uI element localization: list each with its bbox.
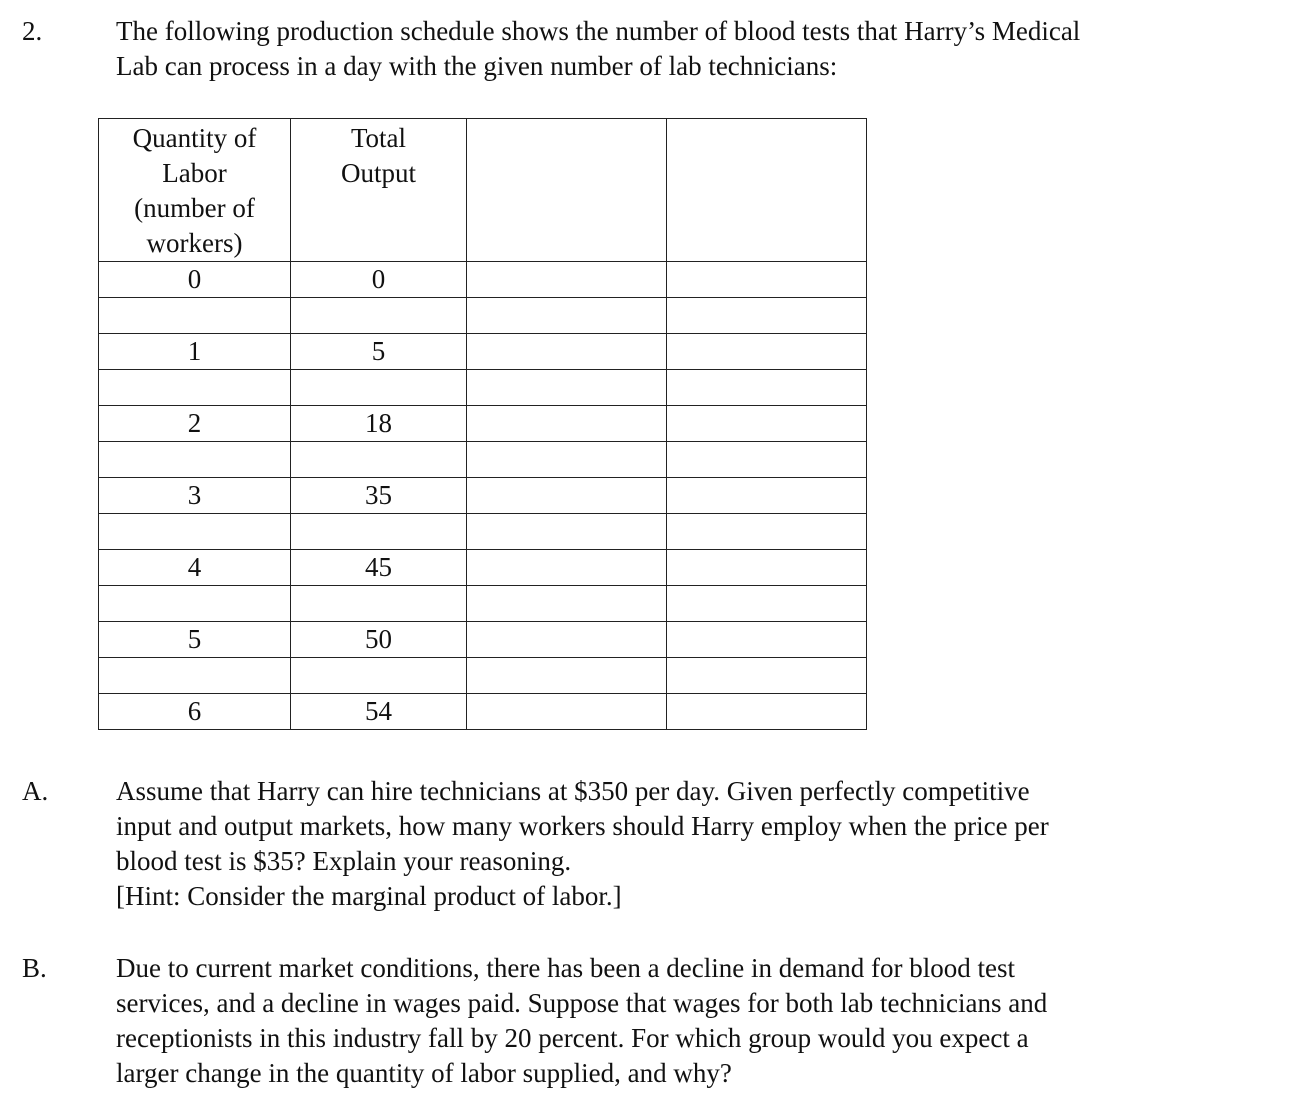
labor-cell: 2 <box>99 406 291 442</box>
output-cell: 5 <box>291 334 467 370</box>
labor-cell: 3 <box>99 478 291 514</box>
table-row <box>99 334 867 370</box>
blank-cell <box>467 622 667 658</box>
table-row <box>99 694 867 730</box>
output-cell: 50 <box>291 622 467 658</box>
header-blank-col-4 <box>667 119 867 262</box>
blank-cell <box>99 586 291 622</box>
part-a-label: A. <box>22 776 49 806</box>
table-row <box>99 406 867 442</box>
part-a-line: Assume that Harry can hire technicians at $350 per day. Given perfectly competitive <box>116 776 1030 806</box>
blank-cell <box>467 478 667 514</box>
part-b-text <box>116 951 1216 1091</box>
part-a-line: input and output markets, how many workers should Harry employ when the price per <box>116 811 1049 841</box>
blank-cell <box>467 550 667 586</box>
part-b <box>0 951 1314 1101</box>
table-row <box>99 622 867 658</box>
header-line: workers) <box>146 228 243 258</box>
production-schedule-table <box>98 118 867 730</box>
output-cell: 0 <box>291 262 467 298</box>
table-row <box>99 478 867 514</box>
blank-cell <box>291 658 467 694</box>
part-b-line: services, and a decline in wages paid. Suppose that wages for both lab technicians and <box>116 988 1048 1018</box>
spacer-row <box>99 370 867 406</box>
header-line: Quantity of <box>132 123 257 153</box>
blank-cell <box>667 298 867 334</box>
blank-cell <box>99 370 291 406</box>
blank-cell <box>467 586 667 622</box>
blank-cell <box>291 370 467 406</box>
blank-cell <box>667 550 867 586</box>
blank-cell <box>467 694 667 730</box>
part-a <box>0 774 1314 924</box>
question-line: The following production schedule shows the number of blood tests that Harry’s Medical <box>116 16 1081 46</box>
part-b-label: B. <box>22 953 47 983</box>
output-cell: 45 <box>291 550 467 586</box>
part-a-hint: [Hint: Consider the marginal product of labor.] <box>116 881 622 911</box>
spacer-row <box>99 586 867 622</box>
labor-cell: 1 <box>99 334 291 370</box>
labor-cell: 4 <box>99 550 291 586</box>
blank-cell <box>291 514 467 550</box>
part-a-line: blood test is $35? Explain your reasoning. <box>116 846 572 876</box>
blank-cell <box>99 298 291 334</box>
header-line: Labor <box>162 158 227 188</box>
blank-cell <box>667 694 867 730</box>
output-cell: 54 <box>291 694 467 730</box>
header-quantity-of-labor <box>99 119 291 262</box>
header-line: Total <box>350 123 407 153</box>
blank-cell <box>467 406 667 442</box>
blank-cell <box>667 334 867 370</box>
header-line: Output <box>340 158 416 188</box>
table-header-row <box>99 119 867 262</box>
part-b-line: Due to current market conditions, there has been a decline in demand for blood test <box>116 953 1015 983</box>
blank-cell <box>667 370 867 406</box>
spacer-row <box>99 658 867 694</box>
labor-cell: 0 <box>99 262 291 298</box>
blank-cell <box>99 442 291 478</box>
header-line: (number of <box>134 193 255 223</box>
blank-cell <box>467 370 667 406</box>
header-total-output <box>291 119 467 262</box>
labor-cell: 5 <box>99 622 291 658</box>
blank-cell <box>467 514 667 550</box>
blank-cell <box>467 298 667 334</box>
blank-cell <box>467 658 667 694</box>
output-cell: 35 <box>291 478 467 514</box>
blank-cell <box>667 622 867 658</box>
spacer-row <box>99 298 867 334</box>
blank-cell <box>667 514 867 550</box>
blank-cell <box>467 442 667 478</box>
blank-cell <box>467 334 667 370</box>
blank-cell <box>667 406 867 442</box>
header-blank-col-3 <box>467 119 667 262</box>
question-line: Lab can process in a day with the given number of lab technicians: <box>116 51 838 81</box>
question-number: 2. <box>22 16 43 46</box>
blank-cell <box>667 262 867 298</box>
spacer-row <box>99 514 867 550</box>
part-b-line: larger change in the quantity of labor supplied, and why? <box>116 1058 732 1088</box>
labor-cell: 6 <box>99 694 291 730</box>
question-text <box>116 14 1276 84</box>
blank-cell <box>667 442 867 478</box>
table-row <box>99 550 867 586</box>
blank-cell <box>99 514 291 550</box>
question-2 <box>0 14 1314 94</box>
output-cell: 18 <box>291 406 467 442</box>
spacer-row <box>99 442 867 478</box>
blank-cell <box>467 262 667 298</box>
blank-cell <box>99 658 291 694</box>
table-row <box>99 262 867 298</box>
part-b-line: receptionists in this industry fall by 20 percent. For which group would you expect a <box>116 1023 1029 1053</box>
blank-cell <box>291 298 467 334</box>
part-a-text <box>116 774 1216 914</box>
blank-cell <box>291 442 467 478</box>
blank-cell <box>667 586 867 622</box>
blank-cell <box>667 478 867 514</box>
blank-cell <box>667 658 867 694</box>
blank-cell <box>291 586 467 622</box>
